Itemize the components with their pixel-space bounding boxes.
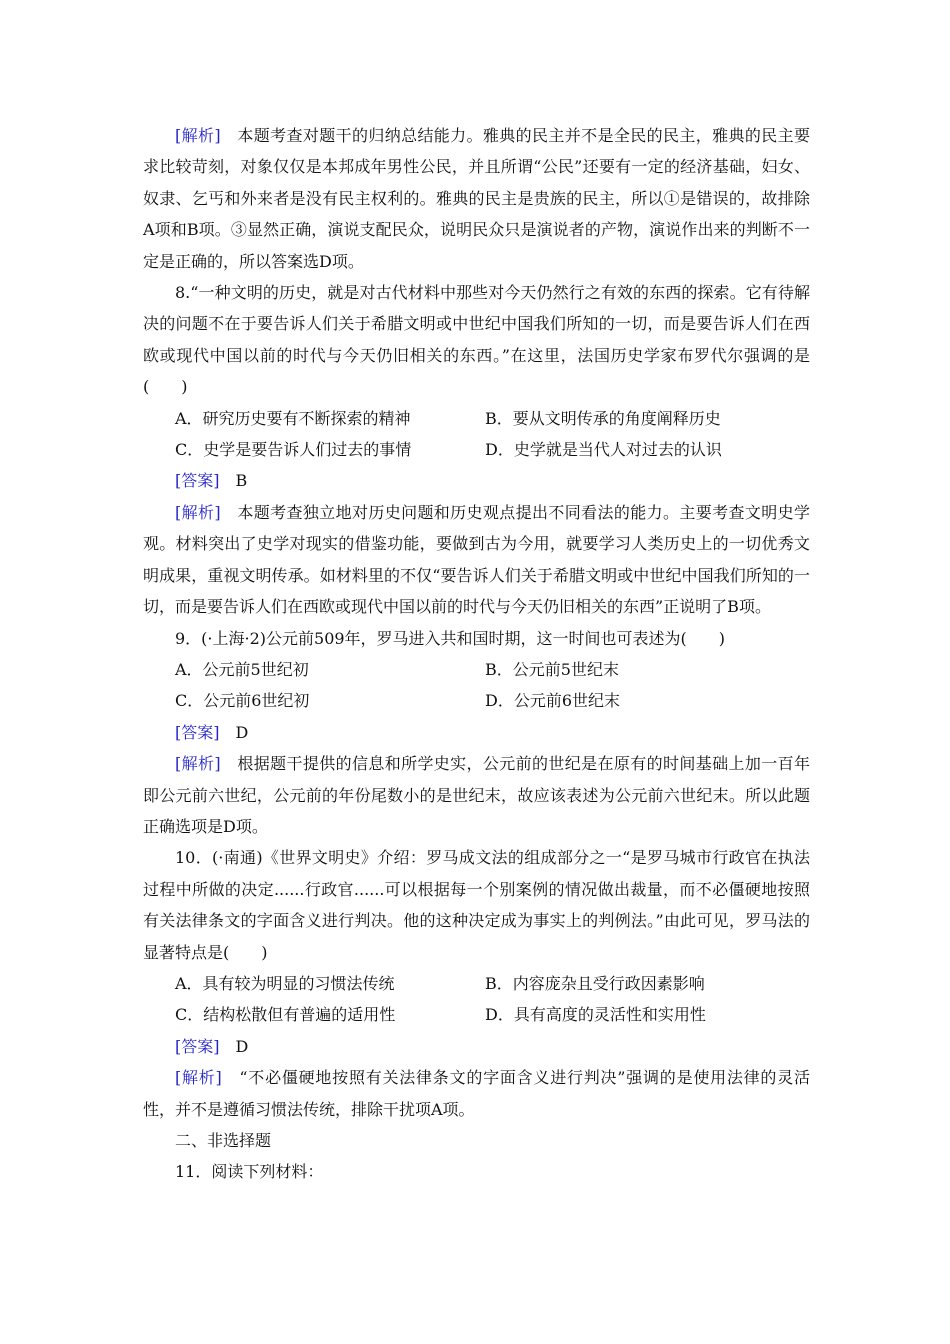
q10-options [143, 968, 810, 1031]
q9-options [143, 654, 810, 717]
q9-answer [143, 717, 810, 748]
analysis-text: 根据题干提供的信息和所学史实，公元前的世纪是在原有的时间基础上加一百年即公元前六世纪，公元前的年份尾数小的是世纪末，故应该表述为公元前六世纪末。所以此题正确选项是D项。 [143, 754, 810, 836]
option-d: D．史学就是当代人对过去的认识 [485, 440, 722, 460]
analysis-tag: [解析] [175, 754, 221, 774]
answer-tag: [答案] [175, 722, 220, 742]
answer-value: D [219, 722, 249, 742]
q8-stem: 8.“一种文明的历史，就是对古代材料中那些对今天仍然行之有效的东西的探索。它有待解决的问题不在于要告诉人们关于希腊文明或中世纪中国我们所知的一切，而是要告诉人们在西欧或现代中国以前的时代与今天仍旧相关的东西。”在这里，法国历史学家布罗代尔强调的是( ) [143, 283, 810, 397]
q10-answer [143, 1031, 810, 1062]
analysis-text: 本题考查独立地对历史问题和历史观点提出不同看法的能力。主要考查文明史学观。材料突出了史学对现实的借鉴功能，要做到古为今用，就要学习人类历史上的一切优秀文明成果，重视文明传承。如材料里的不仅“要告诉人们关于希腊文明或中世纪中国我们所知的一切，而是要告诉人们在西欧或现代中国以前的时代与今天仍旧相关的东西”正说明了B项。 [143, 502, 810, 617]
option-b: B．要从文明传承的角度阐释历史 [485, 408, 721, 428]
q8-answer [143, 465, 810, 496]
section-heading: 二、非选择题 [175, 1131, 272, 1150]
analysis-text: “不必僵硬地按照有关法律条文的字面含义进行判决”强调的是使用法律的灵活性，并不是遵循习惯法传统，排除干扰项A项。 [143, 1068, 810, 1119]
option-d: D．公元前6世纪末 [485, 691, 621, 711]
option-c: C．史学是要告诉人们过去的事情 [175, 440, 412, 460]
option-c: C．公元前6世纪初 [175, 691, 310, 711]
page-content [143, 120, 810, 1188]
answer-value: B [219, 471, 248, 491]
answer-tag: [答案] [175, 1036, 220, 1056]
option-b: B．公元前5世纪末 [485, 659, 619, 679]
q7-analysis [143, 120, 810, 277]
analysis-text: 本题考查对题干的归纳总结能力。雅典的民主并不是全民的民主，雅典的民主要求比较苛刻，对象仅仅是本邦成年男性公民，并且所谓“公民”还要有一定的经济基础，妇女、奴隶、乞丐和外来者是没有民主权利的。雅典的民主是贵族的民主，所以①是错误的，故排除A项和B项。③显然正确，演说支配民众，说明民众只是演说者的产物，演说作出来的判断不一定是正确的，所以答案选D项。 [143, 126, 810, 271]
answer-tag: [答案] [175, 471, 220, 491]
q9-analysis [143, 748, 810, 842]
option-a: A．公元前5世纪初 [175, 659, 309, 679]
option-a: A．研究历史要有不断探索的精神 [175, 408, 411, 428]
q10-analysis [143, 1062, 810, 1125]
option-b: B．内容庞杂且受行政因素影响 [485, 973, 705, 993]
answer-value: D [219, 1036, 249, 1056]
option-c: C．结构松散但有普遍的适用性 [175, 1005, 396, 1025]
analysis-tag: [解析] [175, 502, 221, 522]
option-a: A．具有较为明显的习惯法传统 [175, 973, 395, 993]
q8-options [143, 403, 810, 466]
option-d: D．具有高度的灵活性和实用性 [485, 1005, 706, 1025]
analysis-tag: [解析] [175, 126, 221, 145]
q10-stem: 10．(·南通)《世界文明史》介绍：罗马成文法的组成部分之一“是罗马城市行政官在执法过程中所做的决定......行政官......可以根据每一个别案例的情况做出裁量，而不必僵硬地按照有关法律条文的字面含义进行判决。他的这种决定成为事实上的判例法。”由此可见，罗马法的显著特点是( ) [143, 848, 810, 962]
q9-stem: 9．(·上海·2)公元前509年，罗马进入共和国时期，这一时间也可表述为( ) [175, 628, 726, 648]
analysis-tag: [解析] [175, 1068, 222, 1088]
q8-analysis [143, 497, 810, 623]
q11-stem: 11．阅读下列材料： [175, 1162, 324, 1182]
